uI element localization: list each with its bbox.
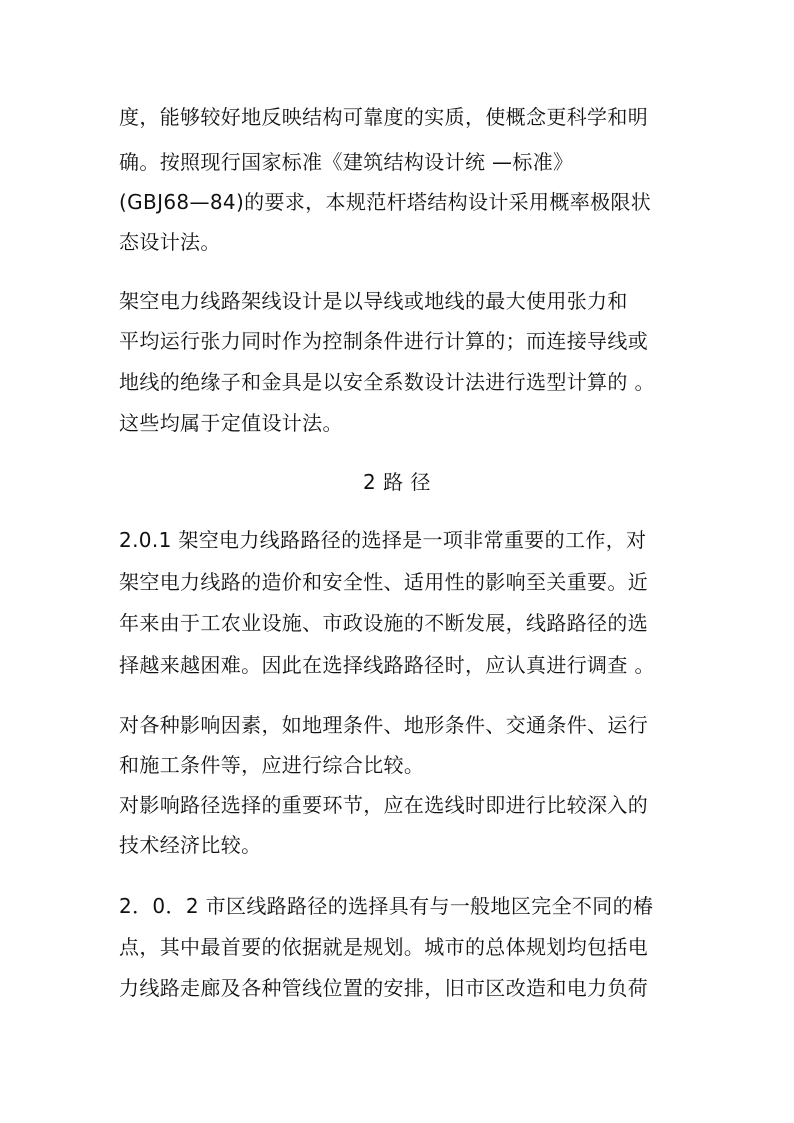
paragraph-1-line-2: 确。按照现行国家标准《建筑结构设计统 —标准》 — [119, 150, 574, 174]
paragraph-6-line-1: 2．0．2 市区线路路径的选择具有与一般地区完全不同的椿 — [119, 894, 654, 918]
paragraph-1-line-1: 度，能够较好地反映结构可靠度的实质，使概念更科学和明 — [119, 105, 649, 129]
paragraph-6-line-3: 力线路走廊及各种管线位置的安排，旧市区改造和电力负荷 — [119, 976, 649, 1000]
paragraph-1-line-3: (GBJ68—84)的要求，本规范杆塔结构设计采用概率极限状 — [119, 190, 652, 214]
paragraph-6-line-2: 点，其中最首要的依据就是规划。城市的总体规划均包括电 — [119, 935, 649, 959]
paragraph-3-line-3: 年来由于工农业设施、市政设施的不断发展，线路路径的选 — [119, 611, 649, 635]
paragraph-3-line-1: 2.0.1 架空电力线路路径的选择是一项非常重要的工作，对 — [119, 528, 647, 552]
paragraph-3-line-2: 架空电力线路的造价和安全性、适用性的影响至关重要。近 — [119, 570, 649, 594]
paragraph-3-line-4: 择越来越困难。因此在选择线路路径时，应认真进行调查 。 — [119, 653, 655, 677]
paragraph-2-line-1: 架空电力线路架线设计是以导线或地线的最大使用张力和 — [119, 289, 628, 313]
paragraph-4-line-2: 和施工条件等，应进行综合比较。 — [119, 753, 425, 777]
section-heading: 2 路 径 — [363, 470, 431, 494]
paragraph-2-line-2: 平均运行张力同时作为控制条件进行计算的；而连接导线或 — [119, 329, 649, 353]
paragraph-4-line-1: 对各种影响因素，如地理条件、地形条件、交通条件、运行 — [119, 713, 649, 737]
paragraph-5-line-2: 技术经济比较。 — [119, 833, 262, 857]
paragraph-5-line-1: 对影响路径选择的重要环节，应在选线时即进行比较深入的 — [119, 793, 649, 817]
paragraph-2-line-4: 这些均属于定值设计法。 — [119, 411, 343, 435]
paragraph-1-line-4: 态设计法。 — [119, 230, 221, 254]
paragraph-2-line-3: 地线的绝缘子和金具是以安全系数设计法进行选型计算的 。 — [119, 370, 655, 394]
